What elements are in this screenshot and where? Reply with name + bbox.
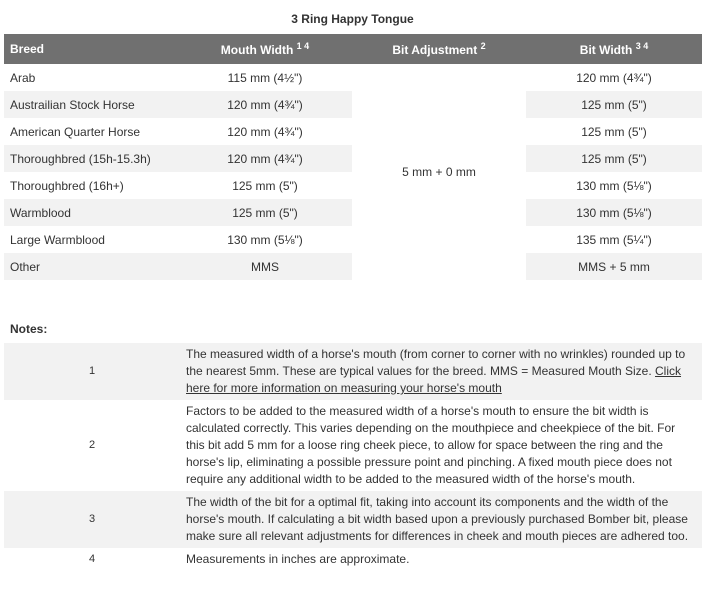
bit-size-table	[4, 34, 702, 280]
note-row	[4, 491, 702, 548]
bit-width-cell: 125 mm (5")	[581, 124, 647, 139]
mouth-width-cell: 115 mm (4½")	[227, 70, 303, 85]
mouth-width-cell: 120 mm (4¾")	[227, 124, 303, 139]
breed-cell: American Quarter Horse	[10, 124, 141, 139]
note-row	[4, 548, 702, 571]
header-breed: Breed	[4, 34, 178, 64]
page-title: 3 Ring Happy Tongue	[291, 12, 414, 26]
breed-cell: Other	[4, 253, 178, 280]
breed-cell: Large Warmblood	[10, 232, 105, 247]
note-text: The measured width of a horse's mouth (from corner to corner with no wrinkles) rounded up to the nearest 5mm. These are typical values for the breed. MMS = Measured Mouth Size. Click here for more information on measuring your horse's mouth	[180, 343, 702, 400]
mouth-width-cell: 120 mm (4¾")	[178, 145, 352, 172]
note-number: 3	[4, 491, 180, 548]
header-bit-width: Bit Width $^{3 4}$	[526, 34, 702, 64]
header-mouth-width-sup: 1 4	[296, 41, 310, 51]
breed-cell: Arab	[10, 70, 36, 85]
bit-width-cell: 125 mm (5")	[526, 145, 702, 172]
note-text: Factors to be added to the measured width of a horse's mouth to ensure the bit width is calculated correctly. This varies depending on the mouthpiece and cheekpiece of the bit. For this bit add 5 mm for a loose ring cheek piece, to allow for space between the ring and the horse's lip, eliminating a possible pressure point and pinching. A fixed mouth piece does not require any additional width to be added to the measured width of the horse's mouth.	[186, 404, 676, 486]
notes-table	[4, 343, 702, 571]
breed-cell: Austrailian Stock Horse	[4, 91, 178, 118]
header-mouth-width: Mouth Width $^{1 4}$	[178, 34, 352, 64]
bit-width-cell: 135 mm (5¼")	[576, 232, 652, 247]
breed-cell: Warmblood	[4, 199, 178, 226]
bit-adjustment-cell: 5 mm + 0 mm	[352, 64, 526, 280]
header-bit-width-sup: 3 4	[635, 41, 649, 51]
measuring-mouth-link[interactable]: Click here for more information on measuring your horse's mouth	[186, 364, 682, 395]
note-number: 4	[88, 553, 96, 565]
breed-cell: Thoroughbred (16h+)	[10, 178, 124, 193]
table-row	[4, 64, 702, 91]
table-header-row	[4, 34, 702, 64]
header-bit-adjustment: Bit Adjustment $^2$	[352, 34, 526, 64]
note-row	[4, 343, 702, 400]
mouth-width-cell: 130 mm (5⅛")	[227, 232, 303, 247]
bit-width-cell: MMS + 5 mm	[526, 253, 702, 280]
bit-width-cell: 125 mm (5")	[526, 91, 702, 118]
mouth-width-cell: 120 mm (4¾")	[178, 91, 352, 118]
bit-width-cell: 120 mm (4¾")	[576, 70, 652, 85]
note-row	[4, 400, 702, 491]
notes-heading: Notes:	[10, 322, 48, 336]
note-text: Measurements in inches are approximate.	[186, 552, 410, 566]
note-number: 2	[88, 439, 96, 451]
header-bit-adjustment-sup: 2	[480, 41, 486, 51]
mouth-width-cell: MMS	[178, 253, 352, 280]
mouth-width-cell: 125 mm (5")	[178, 199, 352, 226]
bit-width-cell: 130 mm (5⅛")	[576, 178, 652, 193]
breed-cell: Thoroughbred (15h-15.3h)	[4, 145, 178, 172]
mouth-width-cell: 125 mm (5")	[232, 178, 298, 193]
note-text: The width of the bit for a optimal fit, taking into account its components and the width of the horse's mouth. If calculating a bit width based upon a previously purchased Bomber bit, please make sure all relevant adjustments for differences in cheek and mouth pieces are adhered too.	[180, 491, 702, 548]
note-number: 1	[4, 343, 180, 400]
bit-width-cell: 130 mm (5⅛")	[526, 199, 702, 226]
